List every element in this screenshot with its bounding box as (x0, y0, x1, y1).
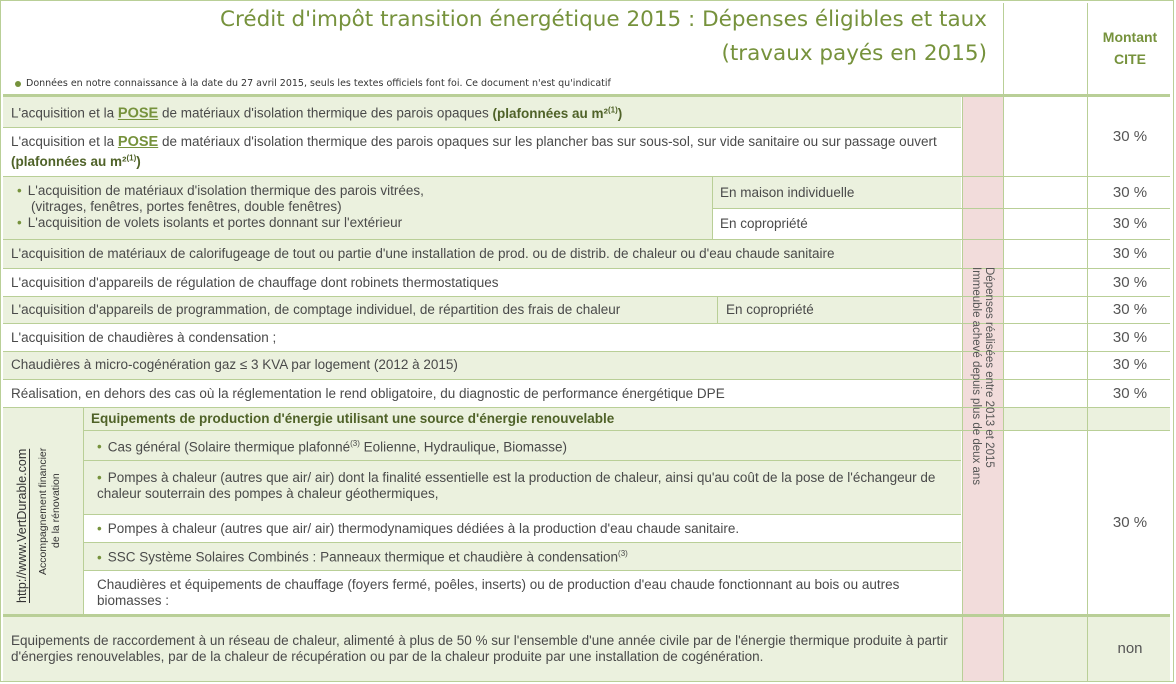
rate-last: non (1117, 640, 1143, 657)
enr-section-header: Equipements de production d'énergie utilisant une source d'énergie renouvelable (91, 410, 615, 426)
row-dpe: Réalisation, en dehors des cas où la réglementation le rend obligatoire, du diagnostic de performance énergétique DPE (11, 385, 725, 401)
rate-r3-copro: 30 % (1112, 215, 1148, 232)
row-plancher-bas: L'acquisition et la POSE de matériaux d'isolation thermique des parois opaques sur les plancher bas sur sous-sol, sur vide sanitaire ou sur passage ouvert (plafonnées au m²$^{(1)}$) (11, 134, 937, 169)
row-parois-opaques: L'acquisition et la POSE de matériaux d'isolation thermique des parois opaques (plafonnées au m²$^{(1)}$) (11, 105, 623, 122)
disclaimer-note (15, 78, 611, 89)
row-reseau-chaleur: Equipements de raccordement à un réseau de chaleur, alimenté à plus de 50 % sur l'ensemble d'une année civile par de l'énergie thermique produite à partir d'énergies renouvelables, par de la chaleur de récupération ou par de la chaleur produite par une installation de cogénération. (11, 633, 948, 664)
enr-pac-chaleur: • Pompes à chaleur (autres que air/ air) dont la finalité essentielle est la production de chaleur, ainsi qu'au coût de la pose de l'échangeur de chaleur souterrain des pompes à chaleur géothermiques, (83, 461, 961, 514)
list-item: • L'acquisition de volets isolants et portes donnant sur l'extérieur (17, 215, 704, 231)
bullet-icon (15, 81, 21, 87)
enr-ssc: • SSC Système Solaires Combinés : Panneaux thermique et chaudière à condensation$^{(3)}$ (83, 542, 961, 570)
sidebar-line-1: Accompagnement financier (37, 447, 49, 575)
column-line (1003, 3, 1004, 681)
montant-line-2: CITE (1114, 51, 1146, 67)
column-line (962, 97, 963, 681)
montant-line-1: Montant (1102, 29, 1158, 45)
list-item: • L'acquisition de matériaux d'isolation thermique des parois vitrées, (17, 183, 704, 199)
sidebar-line-2: de la rénovation (50, 473, 62, 549)
note-text: Données en notre connaissance à la date du 27 avril 2015, seuls les textes officiels font foi. Ce document n'est qu'indicatif (26, 78, 611, 89)
row-parois-vitrees (3, 177, 712, 239)
cell-copro: En copropriété (720, 216, 808, 231)
pose-label: POSE (117, 105, 159, 122)
rate-r12: 30 % (1112, 128, 1148, 145)
title-line-2: (travaux payés en 2015) (721, 41, 987, 66)
rate-enr: 30 % (1112, 514, 1148, 531)
period-note (969, 267, 995, 527)
rate-r7: 30 % (1112, 329, 1148, 346)
cell-copro: En copropriété (726, 301, 814, 317)
sidebar-caption (37, 435, 63, 587)
rate-r6: 30 % (1112, 301, 1148, 318)
montant-header (1088, 3, 1172, 93)
website-link[interactable]: http://www.VertDurable.com (15, 448, 29, 603)
row-regulation: L'acquisition d'appareils de régulation de chauffage dont robinets thermostatiques (11, 274, 499, 290)
enr-bois-biomasse: Chaudières et équipements de chauffage (foyers fermé, poêles, inserts) ou de production d'eau chaude fonctionnant au bois ou autres biomasses : (97, 576, 900, 608)
title-line-1: Crédit d'impôt transition énergétique 2015 : Dépenses éligibles et taux (220, 7, 987, 32)
row-calorifugeage: L'acquisition de matériaux de calorifugeage de tout ou partie d'une installation de prod. ou de distrib. de chaleur ou d'eau chaude sanitaire (11, 245, 835, 261)
row-chaudieres-condensation: L'acquisition de chaudières à condensation ; (11, 329, 277, 345)
list-item-detail: (vitrages, fenêtres, portes fenêtres, double fenêtres) (31, 199, 342, 214)
rate-r8: 30 % (1112, 356, 1148, 373)
row-micro-cogeneration: Chaudières à micro-cogénération gaz ≤ 3 KVA par logement (2012 à 2015) (11, 357, 458, 372)
period-line-1: Dépenses réalisées entre 2013 et 2015 (983, 267, 995, 468)
enr-pac-eau-chaude: • Pompes à chaleur (autres que air/ air) thermodynamiques dédiées à la production d'eau chaude sanitaire. (83, 515, 961, 542)
period-line-2: Immeuble achevé depuis plus de deux ans (970, 267, 982, 486)
rate-r4: 30 % (1112, 245, 1148, 262)
enr-cas-general: • Cas général (Solaire thermique plafonné$^{(3)}$ Eolienne, Hydraulique, Biomasse) (83, 431, 961, 460)
pose-label: POSE (117, 134, 159, 151)
rate-r9: 30 % (1112, 385, 1148, 402)
cell-maison: En maison individuelle (720, 184, 855, 200)
rate-r5: 30 % (1112, 274, 1148, 291)
rate-r3-maison: 30 % (1112, 184, 1148, 201)
page-title (3, 3, 1003, 73)
row-programmation: L'acquisition d'appareils de programmation, de comptage individuel, de répartition des frais de chaleur (11, 301, 621, 317)
